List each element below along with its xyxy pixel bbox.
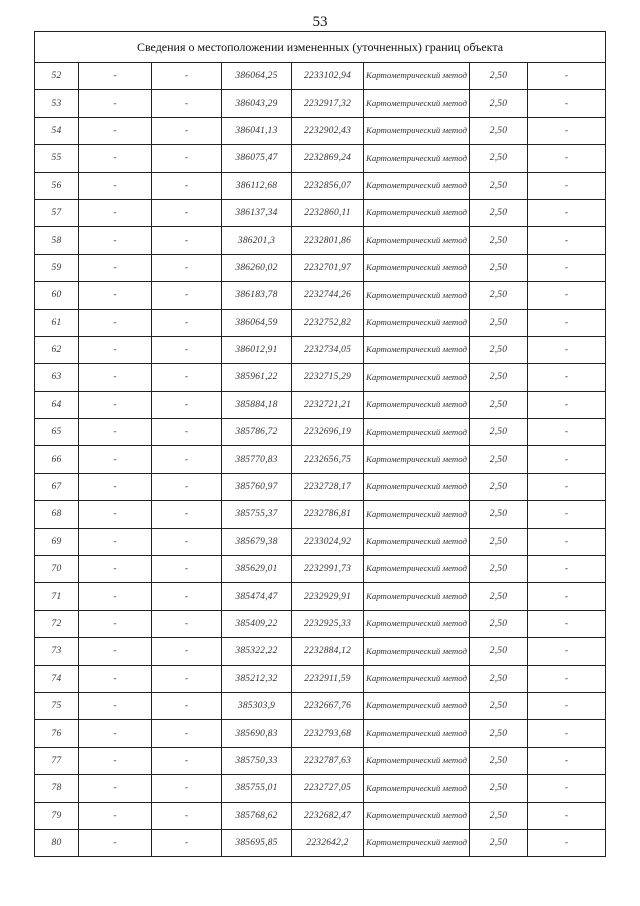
accuracy-cell: 2,50 [470, 583, 528, 610]
y-coordinate-cell: 2232715,29 [292, 364, 364, 391]
accuracy-cell: 2,50 [470, 90, 528, 117]
point-number-cell: 74 [35, 665, 79, 692]
accuracy-cell: 2,50 [470, 610, 528, 637]
x-coordinate-cell: 386201,3 [222, 227, 292, 254]
point-number-cell: 77 [35, 747, 79, 774]
x-coordinate-cell: 385884,18 [222, 391, 292, 418]
empty-y-old-cell: - [152, 199, 222, 226]
description-cell: - [528, 336, 606, 363]
accuracy-cell: 2,50 [470, 172, 528, 199]
method-cell: Картометрический метод [364, 473, 470, 500]
point-number-cell: 66 [35, 446, 79, 473]
accuracy-cell: 2,50 [470, 446, 528, 473]
point-number-cell: 64 [35, 391, 79, 418]
method-cell: Картометрический метод [364, 692, 470, 719]
x-coordinate-cell: 385629,01 [222, 556, 292, 583]
x-coordinate-cell: 386112,68 [222, 172, 292, 199]
empty-x-old-cell: - [79, 90, 152, 117]
method-cell: Картометрический метод [364, 775, 470, 802]
description-cell: - [528, 638, 606, 665]
empty-x-old-cell: - [79, 63, 152, 90]
x-coordinate-cell: 386183,78 [222, 282, 292, 309]
y-coordinate-cell: 2232902,43 [292, 117, 364, 144]
point-number-cell: 80 [35, 829, 79, 856]
empty-x-old-cell: - [79, 583, 152, 610]
point-number-cell: 75 [35, 692, 79, 719]
method-cell: Картометрический метод [364, 117, 470, 144]
accuracy-cell: 2,50 [470, 665, 528, 692]
empty-y-old-cell: - [152, 501, 222, 528]
table-row [35, 391, 606, 418]
description-cell: - [528, 528, 606, 555]
table-row [35, 364, 606, 391]
y-coordinate-cell: 2232911,59 [292, 665, 364, 692]
empty-y-old-cell: - [152, 829, 222, 856]
point-number-cell: 68 [35, 501, 79, 528]
empty-y-old-cell: - [152, 720, 222, 747]
method-cell: Картометрический метод [364, 309, 470, 336]
empty-y-old-cell: - [152, 692, 222, 719]
x-coordinate-cell: 385690,83 [222, 720, 292, 747]
table-row [35, 446, 606, 473]
method-cell: Картометрический метод [364, 446, 470, 473]
empty-y-old-cell: - [152, 117, 222, 144]
point-number-cell: 78 [35, 775, 79, 802]
x-coordinate-cell: 385750,33 [222, 747, 292, 774]
empty-x-old-cell: - [79, 829, 152, 856]
table-row [35, 638, 606, 665]
empty-x-old-cell: - [79, 145, 152, 172]
empty-y-old-cell: - [152, 90, 222, 117]
accuracy-cell: 2,50 [470, 829, 528, 856]
empty-y-old-cell: - [152, 63, 222, 90]
empty-x-old-cell: - [79, 172, 152, 199]
x-coordinate-cell: 386260,02 [222, 254, 292, 281]
method-cell: Картометрический метод [364, 419, 470, 446]
description-cell: - [528, 419, 606, 446]
empty-x-old-cell: - [79, 556, 152, 583]
y-coordinate-cell: 2232721,21 [292, 391, 364, 418]
method-cell: Картометрический метод [364, 391, 470, 418]
table-row [35, 199, 606, 226]
description-cell: - [528, 199, 606, 226]
y-coordinate-cell: 2233024,92 [292, 528, 364, 555]
empty-y-old-cell: - [152, 638, 222, 665]
empty-x-old-cell: - [79, 775, 152, 802]
y-coordinate-cell: 2232786,81 [292, 501, 364, 528]
x-coordinate-cell: 385760,97 [222, 473, 292, 500]
empty-y-old-cell: - [152, 254, 222, 281]
method-cell: Картометрический метод [364, 63, 470, 90]
method-cell: Картометрический метод [364, 501, 470, 528]
empty-x-old-cell: - [79, 254, 152, 281]
empty-y-old-cell: - [152, 391, 222, 418]
table-row [35, 63, 606, 90]
method-cell: Картометрический метод [364, 90, 470, 117]
point-number-cell: 55 [35, 145, 79, 172]
description-cell: - [528, 309, 606, 336]
method-cell: Картометрический метод [364, 528, 470, 555]
description-cell: - [528, 90, 606, 117]
description-cell: - [528, 720, 606, 747]
empty-x-old-cell: - [79, 747, 152, 774]
x-coordinate-cell: 385786,72 [222, 419, 292, 446]
y-coordinate-cell: 2232734,05 [292, 336, 364, 363]
table-row [35, 227, 606, 254]
accuracy-cell: 2,50 [470, 528, 528, 555]
accuracy-cell: 2,50 [470, 227, 528, 254]
accuracy-cell: 2,50 [470, 254, 528, 281]
accuracy-cell: 2,50 [470, 419, 528, 446]
description-cell: - [528, 145, 606, 172]
table-row [35, 473, 606, 500]
empty-x-old-cell: - [79, 199, 152, 226]
point-number-cell: 79 [35, 802, 79, 829]
point-number-cell: 58 [35, 227, 79, 254]
accuracy-cell: 2,50 [470, 309, 528, 336]
y-coordinate-cell: 2232701,97 [292, 254, 364, 281]
description-cell: - [528, 254, 606, 281]
accuracy-cell: 2,50 [470, 720, 528, 747]
x-coordinate-cell: 385770,83 [222, 446, 292, 473]
description-cell: - [528, 446, 606, 473]
empty-x-old-cell: - [79, 720, 152, 747]
y-coordinate-cell: 2232752,82 [292, 309, 364, 336]
table-row [35, 665, 606, 692]
method-cell: Картометрический метод [364, 282, 470, 309]
method-cell: Картометрический метод [364, 665, 470, 692]
y-coordinate-cell: 2232929,91 [292, 583, 364, 610]
x-coordinate-cell: 385474,47 [222, 583, 292, 610]
point-number-cell: 63 [35, 364, 79, 391]
empty-y-old-cell: - [152, 802, 222, 829]
method-cell: Картометрический метод [364, 254, 470, 281]
accuracy-cell: 2,50 [470, 364, 528, 391]
accuracy-cell: 2,50 [470, 638, 528, 665]
description-cell: - [528, 802, 606, 829]
description-cell: - [528, 391, 606, 418]
method-cell: Картометрический метод [364, 145, 470, 172]
method-cell: Картометрический метод [364, 172, 470, 199]
description-cell: - [528, 501, 606, 528]
description-cell: - [528, 747, 606, 774]
method-cell: Картометрический метод [364, 227, 470, 254]
x-coordinate-cell: 386043,29 [222, 90, 292, 117]
x-coordinate-cell: 385768,62 [222, 802, 292, 829]
table-row [35, 829, 606, 856]
empty-x-old-cell: - [79, 473, 152, 500]
description-cell: - [528, 829, 606, 856]
x-coordinate-cell: 385679,38 [222, 528, 292, 555]
empty-x-old-cell: - [79, 309, 152, 336]
page-number: 53 [312, 14, 328, 30]
boundary-coordinates-table [34, 31, 606, 857]
empty-y-old-cell: - [152, 419, 222, 446]
y-coordinate-cell: 2232991,73 [292, 556, 364, 583]
empty-y-old-cell: - [152, 528, 222, 555]
accuracy-cell: 2,50 [470, 282, 528, 309]
y-coordinate-cell: 2232787,63 [292, 747, 364, 774]
accuracy-cell: 2,50 [470, 117, 528, 144]
empty-x-old-cell: - [79, 610, 152, 637]
accuracy-cell: 2,50 [470, 336, 528, 363]
x-coordinate-cell: 385695,85 [222, 829, 292, 856]
description-cell: - [528, 583, 606, 610]
y-coordinate-cell: 2233102,94 [292, 63, 364, 90]
x-coordinate-cell: 385961,22 [222, 364, 292, 391]
accuracy-cell: 2,50 [470, 199, 528, 226]
point-number-cell: 59 [35, 254, 79, 281]
accuracy-cell: 2,50 [470, 473, 528, 500]
table-row [35, 282, 606, 309]
y-coordinate-cell: 2232744,26 [292, 282, 364, 309]
point-number-cell: 71 [35, 583, 79, 610]
method-cell: Картометрический метод [364, 829, 470, 856]
point-number-cell: 61 [35, 309, 79, 336]
description-cell: - [528, 282, 606, 309]
table-row [35, 501, 606, 528]
point-number-cell: 70 [35, 556, 79, 583]
y-coordinate-cell: 2232656,75 [292, 446, 364, 473]
empty-y-old-cell: - [152, 747, 222, 774]
table-row [35, 720, 606, 747]
empty-x-old-cell: - [79, 638, 152, 665]
table-row [35, 583, 606, 610]
table-row [35, 90, 606, 117]
empty-y-old-cell: - [152, 364, 222, 391]
y-coordinate-cell: 2232728,17 [292, 473, 364, 500]
empty-x-old-cell: - [79, 665, 152, 692]
empty-x-old-cell: - [79, 282, 152, 309]
point-number-cell: 60 [35, 282, 79, 309]
accuracy-cell: 2,50 [470, 556, 528, 583]
y-coordinate-cell: 2232869,24 [292, 145, 364, 172]
empty-y-old-cell: - [152, 610, 222, 637]
y-coordinate-cell: 2232642,2 [292, 829, 364, 856]
method-cell: Картометрический метод [364, 199, 470, 226]
table-row [35, 419, 606, 446]
description-cell: - [528, 172, 606, 199]
table-row [35, 145, 606, 172]
description-cell: - [528, 556, 606, 583]
x-coordinate-cell: 386064,59 [222, 309, 292, 336]
x-coordinate-cell: 385755,01 [222, 775, 292, 802]
y-coordinate-cell: 2232801,86 [292, 227, 364, 254]
method-cell: Картометрический метод [364, 583, 470, 610]
accuracy-cell: 2,50 [470, 501, 528, 528]
accuracy-cell: 2,50 [470, 775, 528, 802]
description-cell: - [528, 692, 606, 719]
point-number-cell: 76 [35, 720, 79, 747]
method-cell: Картометрический метод [364, 638, 470, 665]
empty-x-old-cell: - [79, 391, 152, 418]
method-cell: Картометрический метод [364, 720, 470, 747]
table-row [35, 747, 606, 774]
description-cell: - [528, 364, 606, 391]
description-cell: - [528, 610, 606, 637]
x-coordinate-cell: 385409,22 [222, 610, 292, 637]
empty-y-old-cell: - [152, 227, 222, 254]
empty-y-old-cell: - [152, 282, 222, 309]
method-cell: Картометрический метод [364, 336, 470, 363]
method-cell: Картометрический метод [364, 610, 470, 637]
y-coordinate-cell: 2232682,47 [292, 802, 364, 829]
empty-y-old-cell: - [152, 336, 222, 363]
description-cell: - [528, 117, 606, 144]
x-coordinate-cell: 386075,47 [222, 145, 292, 172]
empty-x-old-cell: - [79, 117, 152, 144]
x-coordinate-cell: 386012,91 [222, 336, 292, 363]
empty-y-old-cell: - [152, 473, 222, 500]
y-coordinate-cell: 2232727,05 [292, 775, 364, 802]
x-coordinate-cell: 386041,13 [222, 117, 292, 144]
x-coordinate-cell: 385303,9 [222, 692, 292, 719]
y-coordinate-cell: 2232860,11 [292, 199, 364, 226]
point-number-cell: 65 [35, 419, 79, 446]
empty-x-old-cell: - [79, 227, 152, 254]
description-cell: - [528, 775, 606, 802]
accuracy-cell: 2,50 [470, 692, 528, 719]
table-row [35, 117, 606, 144]
table-row [35, 172, 606, 199]
point-number-cell: 67 [35, 473, 79, 500]
y-coordinate-cell: 2232925,33 [292, 610, 364, 637]
point-number-cell: 53 [35, 90, 79, 117]
empty-x-old-cell: - [79, 446, 152, 473]
point-number-cell: 56 [35, 172, 79, 199]
accuracy-cell: 2,50 [470, 63, 528, 90]
y-coordinate-cell: 2232884,12 [292, 638, 364, 665]
point-number-cell: 57 [35, 199, 79, 226]
accuracy-cell: 2,50 [470, 802, 528, 829]
y-coordinate-cell: 2232793,68 [292, 720, 364, 747]
accuracy-cell: 2,50 [470, 145, 528, 172]
table-row [35, 802, 606, 829]
empty-y-old-cell: - [152, 775, 222, 802]
table-title-row [35, 32, 606, 63]
y-coordinate-cell: 2232667,76 [292, 692, 364, 719]
empty-x-old-cell: - [79, 692, 152, 719]
x-coordinate-cell: 386137,34 [222, 199, 292, 226]
empty-y-old-cell: - [152, 583, 222, 610]
point-number-cell: 52 [35, 63, 79, 90]
y-coordinate-cell: 2232856,07 [292, 172, 364, 199]
x-coordinate-cell: 385755,37 [222, 501, 292, 528]
point-number-cell: 72 [35, 610, 79, 637]
empty-y-old-cell: - [152, 556, 222, 583]
y-coordinate-cell: 2232917,32 [292, 90, 364, 117]
empty-x-old-cell: - [79, 528, 152, 555]
description-cell: - [528, 63, 606, 90]
table-row [35, 528, 606, 555]
table-row [35, 309, 606, 336]
empty-y-old-cell: - [152, 309, 222, 336]
empty-y-old-cell: - [152, 446, 222, 473]
table-row [35, 254, 606, 281]
accuracy-cell: 2,50 [470, 747, 528, 774]
table-row [35, 336, 606, 363]
accuracy-cell: 2,50 [470, 391, 528, 418]
x-coordinate-cell: 386064,25 [222, 63, 292, 90]
x-coordinate-cell: 385322,22 [222, 638, 292, 665]
y-coordinate-cell: 2232696,19 [292, 419, 364, 446]
point-number-cell: 62 [35, 336, 79, 363]
point-number-cell: 54 [35, 117, 79, 144]
description-cell: - [528, 227, 606, 254]
point-number-cell: 73 [35, 638, 79, 665]
table-row [35, 692, 606, 719]
method-cell: Картометрический метод [364, 747, 470, 774]
empty-y-old-cell: - [152, 172, 222, 199]
description-cell: - [528, 665, 606, 692]
empty-x-old-cell: - [79, 802, 152, 829]
point-number-cell: 69 [35, 528, 79, 555]
table-row [35, 610, 606, 637]
method-cell: Картометрический метод [364, 556, 470, 583]
method-cell: Картометрический метод [364, 364, 470, 391]
empty-x-old-cell: - [79, 419, 152, 446]
empty-y-old-cell: - [152, 665, 222, 692]
empty-x-old-cell: - [79, 501, 152, 528]
x-coordinate-cell: 385212,32 [222, 665, 292, 692]
method-cell: Картометрический метод [364, 802, 470, 829]
table-row [35, 775, 606, 802]
table-row [35, 556, 606, 583]
empty-x-old-cell: - [79, 364, 152, 391]
table-body [35, 32, 606, 857]
description-cell: - [528, 473, 606, 500]
empty-y-old-cell: - [152, 145, 222, 172]
empty-x-old-cell: - [79, 336, 152, 363]
table-title: Сведения о местоположении измененных (уточненных) границ объекта [35, 32, 606, 63]
